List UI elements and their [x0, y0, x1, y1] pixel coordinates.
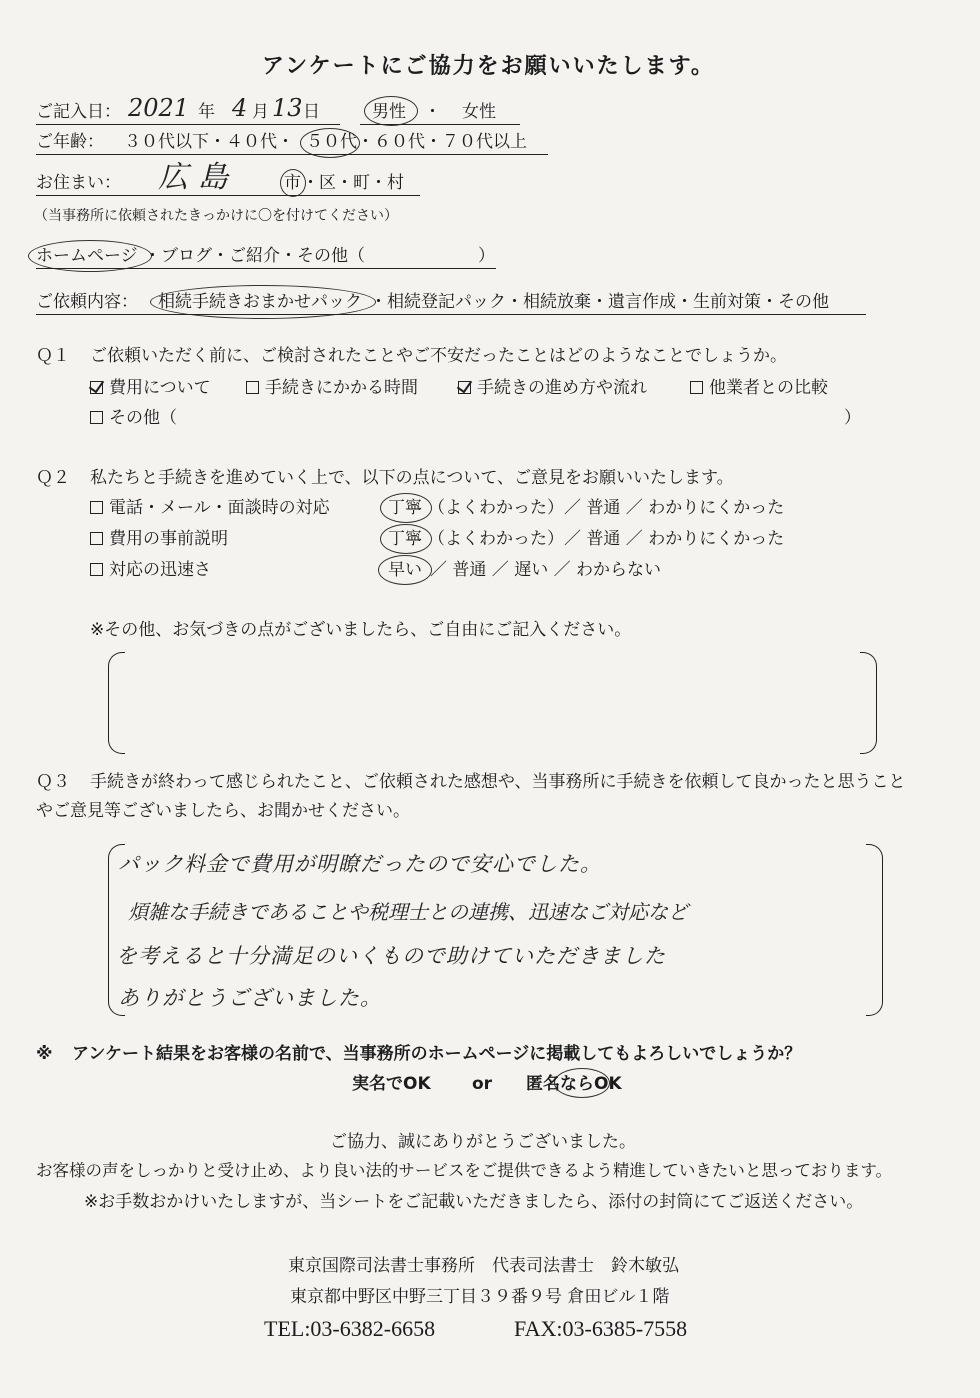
q1-checkbox-compare[interactable]: [690, 381, 703, 394]
q2-question: 私たちと手続きを進めていく上で、以下の点について、ご意見をお願いいたします。: [90, 468, 734, 488]
office-address: 東京都中野区中野三丁目３９番９号 倉田ビル１階: [290, 1287, 670, 1307]
entry-day-unit: 日: [303, 102, 320, 122]
office-name: 東京国際司法書士事務所 代表司法書士 鈴木敏弘: [288, 1256, 679, 1276]
q2-checkbox-cost-explanation[interactable]: [90, 532, 103, 545]
residence-underline: [36, 195, 420, 196]
age-options-after: ・６０代・７０代以上: [357, 132, 527, 152]
q2-row-cost-explanation-label: 費用の事前説明: [109, 529, 228, 549]
request-selected: 相続手続きおまかせパック: [158, 292, 362, 312]
office-fax: FAX:03-6385-7558: [514, 1316, 688, 1341]
request-underline: [36, 314, 866, 315]
q3-answer-line-2: 煩雑な手続きであることや税理士との連携、迅速なご対応など: [128, 900, 688, 924]
q2-response-options: （よくわかった）／ 普通 ／ わかりにくかった: [428, 498, 785, 518]
age-label: ご年齢：: [36, 132, 104, 152]
q1-option-compare: [690, 380, 828, 397]
residence-value: 広島: [158, 160, 238, 195]
q1-option-time: [246, 380, 418, 397]
publish-mark: ※: [36, 1044, 53, 1064]
age-options-before: ３０代以下・４０代・: [124, 132, 294, 152]
q1-checkbox-process[interactable]: [458, 381, 471, 394]
q2-cost-selected: 丁寧: [388, 529, 422, 549]
q2-speed-selected: 早い: [388, 560, 422, 580]
q2-row-speed: [90, 562, 211, 579]
page-title: アンケートにご協力をお願いいたします。: [262, 54, 715, 79]
q1-checkbox-other[interactable]: [90, 411, 103, 424]
q1-checkbox-cost[interactable]: [90, 381, 103, 394]
residence-selected: 市: [284, 173, 301, 193]
q2-cost-options: （よくわかった）／ 普通 ／ わかりにくかった: [428, 529, 785, 549]
entry-month-unit: 月: [252, 102, 269, 122]
closing-line-3: ※お手数おかけいたしますが、当シートをご記載いただきましたら、添付の封筒にてご返送ください。: [84, 1192, 864, 1212]
q2-comment-box-left: [108, 652, 125, 754]
q2-checkbox-response[interactable]: [90, 501, 103, 514]
entry-year-value: 2021: [128, 94, 190, 122]
publish-option-real-name[interactable]: 実名でOK: [352, 1074, 431, 1094]
trigger-note: （当事務所に依頼されたきっかけに〇を付けてください）: [34, 208, 398, 224]
publish-or: or: [472, 1074, 493, 1094]
q2-row-speed-label: 対応の迅速さ: [109, 560, 211, 580]
q3-question-line2: やご意見等ございましたら、お聞かせください。: [36, 801, 410, 821]
q3-question-line1: 手続きが終わって感じられたこと、ご依頼された感想や、当事務所に手続きを依頼して良かったと思うこと: [90, 772, 906, 792]
trigger-options-after: ・ブログ・ご紹介・その他（: [144, 246, 365, 266]
q1-option-cost: [90, 380, 211, 397]
trigger-underline: [36, 268, 496, 269]
q3-number: Ｑ３: [36, 772, 70, 792]
q1-option-other: [90, 410, 177, 427]
q1-option-other-label: その他（: [109, 408, 177, 428]
q1-option-compare-label: 他業者との比較: [709, 378, 828, 398]
gender-female: 女性: [462, 102, 496, 122]
request-options-after: ・相続登記パック・相続放棄・遺言作成・生前対策・その他: [370, 292, 829, 312]
q2-note: ※その他、お気づきの点がございましたら、ご自由にご記入ください。: [90, 620, 632, 640]
entry-date-label: ご記入日：: [36, 102, 121, 122]
gender-underline: [360, 124, 520, 125]
q1-option-process: [458, 380, 647, 397]
q1-checkbox-time[interactable]: [246, 381, 259, 394]
entry-day-value: 13: [272, 94, 303, 122]
q1-other-close: ）: [844, 408, 861, 428]
entry-month-value: 4: [232, 94, 248, 122]
publish-question: アンケート結果をお客様の名前で、当事務所のホームページに掲載してもよろしいでしょうか？: [72, 1044, 802, 1064]
age-underline: [36, 154, 548, 155]
q1-option-cost-label: 費用について: [109, 378, 211, 398]
residence-options-after: ・区・町・村: [302, 173, 404, 193]
request-label: ご依頼内容：: [36, 292, 138, 312]
q2-row-cost-explanation: [90, 531, 228, 548]
q3-answer-box-right: [866, 844, 883, 1016]
entry-date-underline: [36, 124, 340, 125]
q1-option-process-label: 手続きの進め方や流れ: [477, 378, 647, 398]
q2-speed-options: ／ 普通 ／ 遅い ／ わからない: [430, 560, 662, 580]
closing-line-1: ご協力、誠にありがとうございました。: [330, 1132, 636, 1152]
q2-row-response: [90, 500, 330, 517]
q2-comment-box-right: [860, 652, 877, 754]
trigger-close: ）: [478, 246, 495, 266]
q1-option-time-label: 手続きにかかる時間: [265, 378, 418, 398]
publish-option-anonymous[interactable]: 匿名ならOK: [526, 1074, 622, 1094]
closing-line-2: お客様の声をしっかりと受け止め、より良い法的サービスをご提供できるよう精進していきたいと思っております。: [36, 1161, 893, 1180]
q2-checkbox-speed[interactable]: [90, 563, 103, 576]
office-tel: TEL:03-6382-6658: [264, 1316, 436, 1341]
q3-answer-line-4: ありがとうございました。: [118, 986, 382, 1010]
age-selected: ５０代: [306, 132, 357, 152]
q1-number: Ｑ１: [36, 346, 70, 366]
gender-male: 男性: [372, 102, 406, 122]
q3-answer-line-1: パック料金で費用が明瞭だったので安心でした。: [118, 852, 602, 876]
gender-separator: ・: [424, 102, 441, 122]
q2-row-response-label: 電話・メール・面談時の対応: [109, 498, 330, 518]
residence-label: お住まい：: [36, 173, 121, 193]
entry-year-unit: 年: [198, 102, 215, 122]
q3-answer-line-3: を考えると十分満足のいくもので助けていただきました: [116, 944, 666, 968]
q2-response-selected: 丁寧: [388, 498, 422, 518]
q2-number: Ｑ２: [36, 468, 70, 488]
trigger-selected: ホームページ: [36, 246, 138, 266]
q1-question: ご依頼いただく前に、ご検討されたことやご不安だったことはどのようなことでしょうか。: [90, 346, 787, 366]
